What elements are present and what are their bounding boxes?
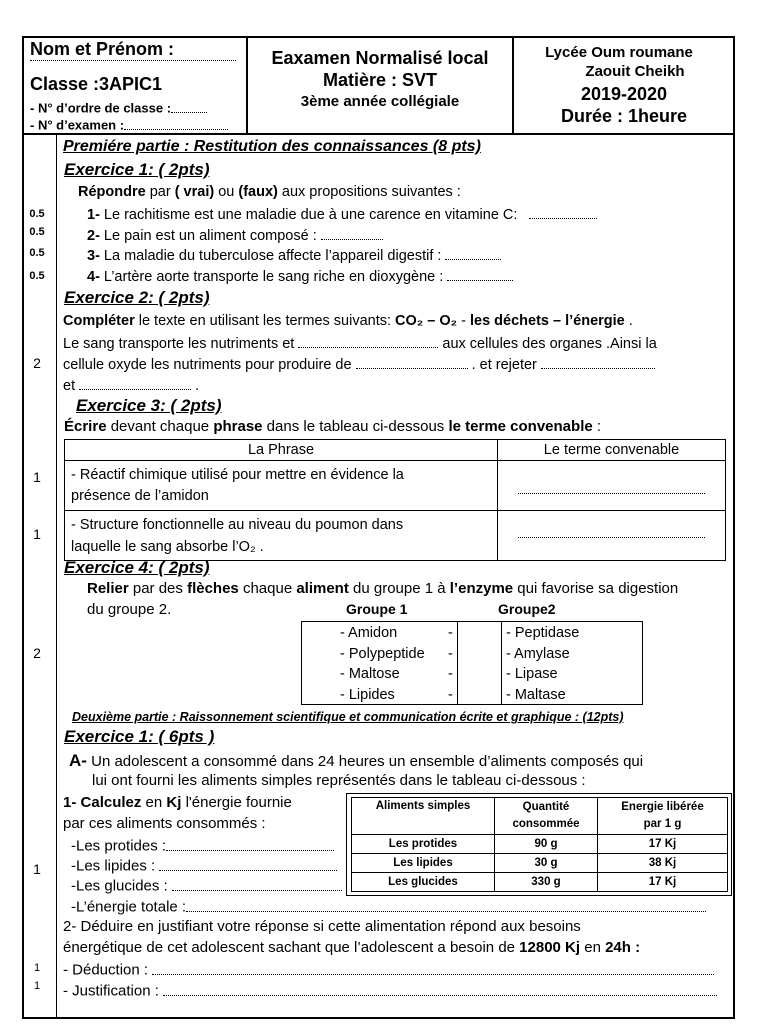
text: . [191,378,200,395]
answer-label: -L’énergie totale : [71,898,187,916]
phrase-line: présence de l’amidon [71,487,209,504]
score-margin-line [56,134,57,1019]
p2-q2-line1: 2- Déduire en justifiant votre réponse si cette alimentation répond aux besoins [63,918,581,935]
p1-ex1-q3 [87,246,501,264]
instr-text: le terme convenable [448,418,593,435]
p1-ex4-instruction2: du groupe 2. [87,601,172,618]
instr-word: chaque [238,580,297,597]
instr-text: devant chaque [106,418,214,435]
order-number-label: - N° d’ordre de classe : [30,100,172,116]
p1-ex2-line1 [63,313,633,329]
order-number-field[interactable] [171,100,207,113]
group2-list [506,623,579,705]
blank-3[interactable] [541,355,655,369]
exam-number-field[interactable] [124,117,228,130]
answer-field[interactable] [172,876,342,891]
group1-item[interactable]: - Amidon [340,625,398,641]
answer-field[interactable] [163,981,717,996]
instr-text: : [592,418,602,435]
blank-4[interactable] [79,376,191,390]
answer-field[interactable] [321,226,383,240]
answer-field[interactable] [447,267,513,281]
p1-ex2-line2 [63,334,657,352]
cell-name: Les protides [352,835,495,854]
p2-deduction-row [63,960,714,979]
instr-word: flèches [187,580,239,597]
text: en [141,794,167,811]
answer-field[interactable] [152,960,714,975]
cell-energy: 17 Kj [598,873,728,892]
p1-ex3-instruction [64,418,601,435]
p2-answer-glucides [71,876,342,895]
phrase-cell [65,511,498,561]
score-ex2: 2 [33,355,41,371]
instr-word: qui favorise sa digestion [513,580,679,597]
th-line: par 1 g [643,818,682,830]
q-verb: Calculez [80,794,142,811]
nutrient-table [351,797,728,892]
p1-ex2-line3 [63,355,655,373]
name-label: Nom et Prénom : [30,39,175,59]
instr-word: du groupe 1 à [348,580,450,597]
duration: 24h : [605,939,641,956]
text: cellule oxyde les nutriments pour produire de [63,357,356,374]
blank-1[interactable] [298,334,438,348]
table-row [352,873,728,892]
p2-q1-line2: par ces aliments consommés : [63,815,266,832]
answer-label: - Justification : [63,982,159,1000]
answer-field[interactable] [445,246,501,260]
col-term: Le terme convenable [498,440,726,461]
score-ex4: 2 [33,645,41,661]
score-ex1-q4: 0.5 [29,270,45,282]
term-cell[interactable] [498,511,726,561]
score-ex1-q2: 0.5 [29,226,45,238]
th-quantite [495,798,598,835]
q-number: 1- [63,794,81,811]
instr-word: ( vrai) [174,184,215,200]
phrase-line: - Structure fonctionnelle au niveau du poumon dans [71,516,404,533]
group2-label: Groupe2 [498,601,556,617]
p1-ex4-title: Exercice 4: ( 2pts) [64,558,210,577]
cell-name: Les glucides [352,873,495,892]
p1-ex1-q1 [87,205,597,223]
q-number: 2- [87,228,100,245]
terms-gases: CO₂ – O₂ [395,313,458,329]
p2-answer-total [71,897,706,916]
score-ex1-q1: 0.5 [29,208,45,220]
answer-label: -Les protides : [71,837,167,855]
table-row [352,835,728,854]
group2-item[interactable]: - Maltase [506,686,566,703]
text: l'énergie fournie [181,794,292,811]
p1-ex4-instruction [87,580,678,597]
p1-ex1-q2 [87,226,383,244]
exam-number-label: - N° d’examen : [30,117,125,133]
header-divider [22,133,735,135]
text: en [580,939,606,956]
th-line: consommée [512,818,580,830]
p2-q2-line2 [63,939,640,956]
school-year: 2019-2020 [580,84,668,104]
group2-item[interactable]: - Peptidase [506,625,580,641]
score-justification: 1 [33,980,41,992]
instr-text: le texte en utilisant les termes suivants: [134,313,396,329]
cell-qty: 330 g [495,873,598,892]
instr-word: (faux) [238,184,278,200]
p1-ex1-title: Exercice 1: ( 2pts) [64,160,210,179]
p2-answer-lipides [71,856,337,875]
level: 3ème année collégiale [300,93,460,110]
score-ex3-r2: 1 [33,526,41,542]
table-row [352,854,728,873]
p2-justification-row [63,981,717,1000]
blank-2[interactable] [356,355,468,369]
p2-q1-line1 [63,794,292,811]
instr-text: - [457,313,470,329]
class-label: Classe :3APIC1 [30,74,163,94]
answer-field[interactable] [529,205,597,219]
text: aux cellules des organes .Ainsi la [438,336,657,353]
instr-text: . [624,313,633,329]
answer-label: -Les glucides : [71,877,168,895]
instr-verb: Écrire [64,418,107,435]
instr-word: l’enzyme [449,580,514,597]
term-cell[interactable] [498,461,726,511]
matching-divider-2 [501,621,502,705]
answer-label: - Déduction : [63,961,149,979]
p1-ex2-line4 [63,376,199,394]
q-number: 4- [87,269,100,286]
part-label: A- [69,751,87,770]
matching-divider-1 [457,621,458,705]
p1-ex2-title: Exercice 2: ( 2pts) [64,288,210,307]
group1-connectors: - - - - [448,625,453,703]
text: Un adolescent a consommé dans 24 heures un ensemble d’aliments composés qui [86,753,644,770]
cell-qty: 30 g [495,854,598,873]
score-deduction: 1 [33,962,41,974]
p2-ex1-title: Exercice 1: ( 6pts ) [64,727,215,746]
q-text: La maladie du tuberculose affecte l’appareil digestif : [99,248,442,265]
p1-ex1-instruction [78,184,461,200]
group1-item[interactable]: - Lipides [340,686,395,703]
p1-ex3-title: Exercice 3: ( 2pts) [76,396,222,415]
p1-ex1-q4 [87,267,513,285]
instr-text: phrase [213,418,263,435]
instr-word: par des [128,580,188,597]
text: . et rejeter [467,357,541,374]
instr-word: ou [214,184,239,200]
table-row [65,461,726,511]
group1-label: Groupe 1 [346,601,408,617]
school-name: Lycée Oum roumane [545,44,693,61]
cell-qty: 90 g [495,835,598,854]
score-ex1-q3: 0.5 [29,247,45,259]
instr-text: dans le tableau ci-dessous [262,418,449,435]
th-aliments: Aliments simples [352,798,495,835]
phrase-cell [65,461,498,511]
p2-ex1-a-line1 [69,751,643,771]
instr-word: Répondre [78,184,146,200]
th-line: Energie libérée [621,801,704,813]
score-ex3-r1: 1 [33,469,41,485]
answer-label: -Les lipides : [71,857,156,875]
group2-item[interactable]: - Amylase [506,645,570,662]
instr-word: Relier [87,580,129,597]
duration: Durée : 1heure [560,106,688,126]
energy-need: 12800 Kj [519,939,581,956]
exam-number-row [30,117,228,133]
terms-other: les déchets – l’énergie [469,313,625,329]
part1-title: Premiére partie : Restitution des connaissances (8 pts) [63,138,481,155]
q-text: L’artère aorte transporte le sang riche en dioxygène : [99,269,444,286]
name-field[interactable] [30,60,236,61]
instr-word: par [145,184,175,200]
group2-item[interactable]: - Lipase [506,666,558,682]
group1-item[interactable]: - Polypeptide [340,645,425,662]
text: Le sang transporte les nutriments et [63,336,299,353]
p2-ex1-a-line2: lui ont fourni les aliments simples représentés dans le tableau ci-dessous : [92,772,586,789]
score-p2-q1: 1 [33,861,41,877]
table-row [65,511,726,561]
unit: Kj [166,794,182,811]
th-energie [598,798,728,835]
q-text: Le pain est un aliment composé : [99,228,317,245]
text: et [63,378,80,395]
group1-item[interactable]: - Maltose [340,666,400,682]
p2-answer-protides [71,836,334,855]
group1-list [318,623,456,705]
phrase-line: laquelle le sang absorbe l’O₂ . [71,538,264,555]
order-number-row [30,100,207,116]
q-number: 1- [87,207,100,224]
school-location: Zaouit Cheikh [585,63,685,80]
th-line: Quantité [522,801,570,813]
instr-word: aux propositions suivantes : [277,184,461,200]
p1-ex3-table [64,439,726,561]
cell-name: Les lipides [352,854,495,873]
cell-energy: 17 Kj [598,835,728,854]
exam-title: Eaxamen Normalisé local [271,48,489,68]
phrase-line: - Réactif chimique utilisé pour mettre en évidence la [71,466,404,483]
col-phrase: La Phrase [65,440,498,461]
cell-energy: 38 Kj [598,854,728,873]
instr-verb: Compléter [63,313,135,329]
text: énergétique de cet adolescent sachant que l’adolescent a besoin de [63,939,520,956]
answer-field[interactable] [186,897,706,912]
instr-word: aliment [296,580,349,597]
subject: Matière : SVT [322,70,438,90]
part2-title: Deuxième partie : Raissonnement scientifique et communication écrite et graphique : (12pts) [72,710,624,724]
q-text: Le rachitisme est une maladie due à une carence en vitamine C: [99,207,518,224]
answer-field[interactable] [159,856,337,871]
answer-field[interactable] [166,836,334,851]
q-number: 3- [87,248,100,265]
